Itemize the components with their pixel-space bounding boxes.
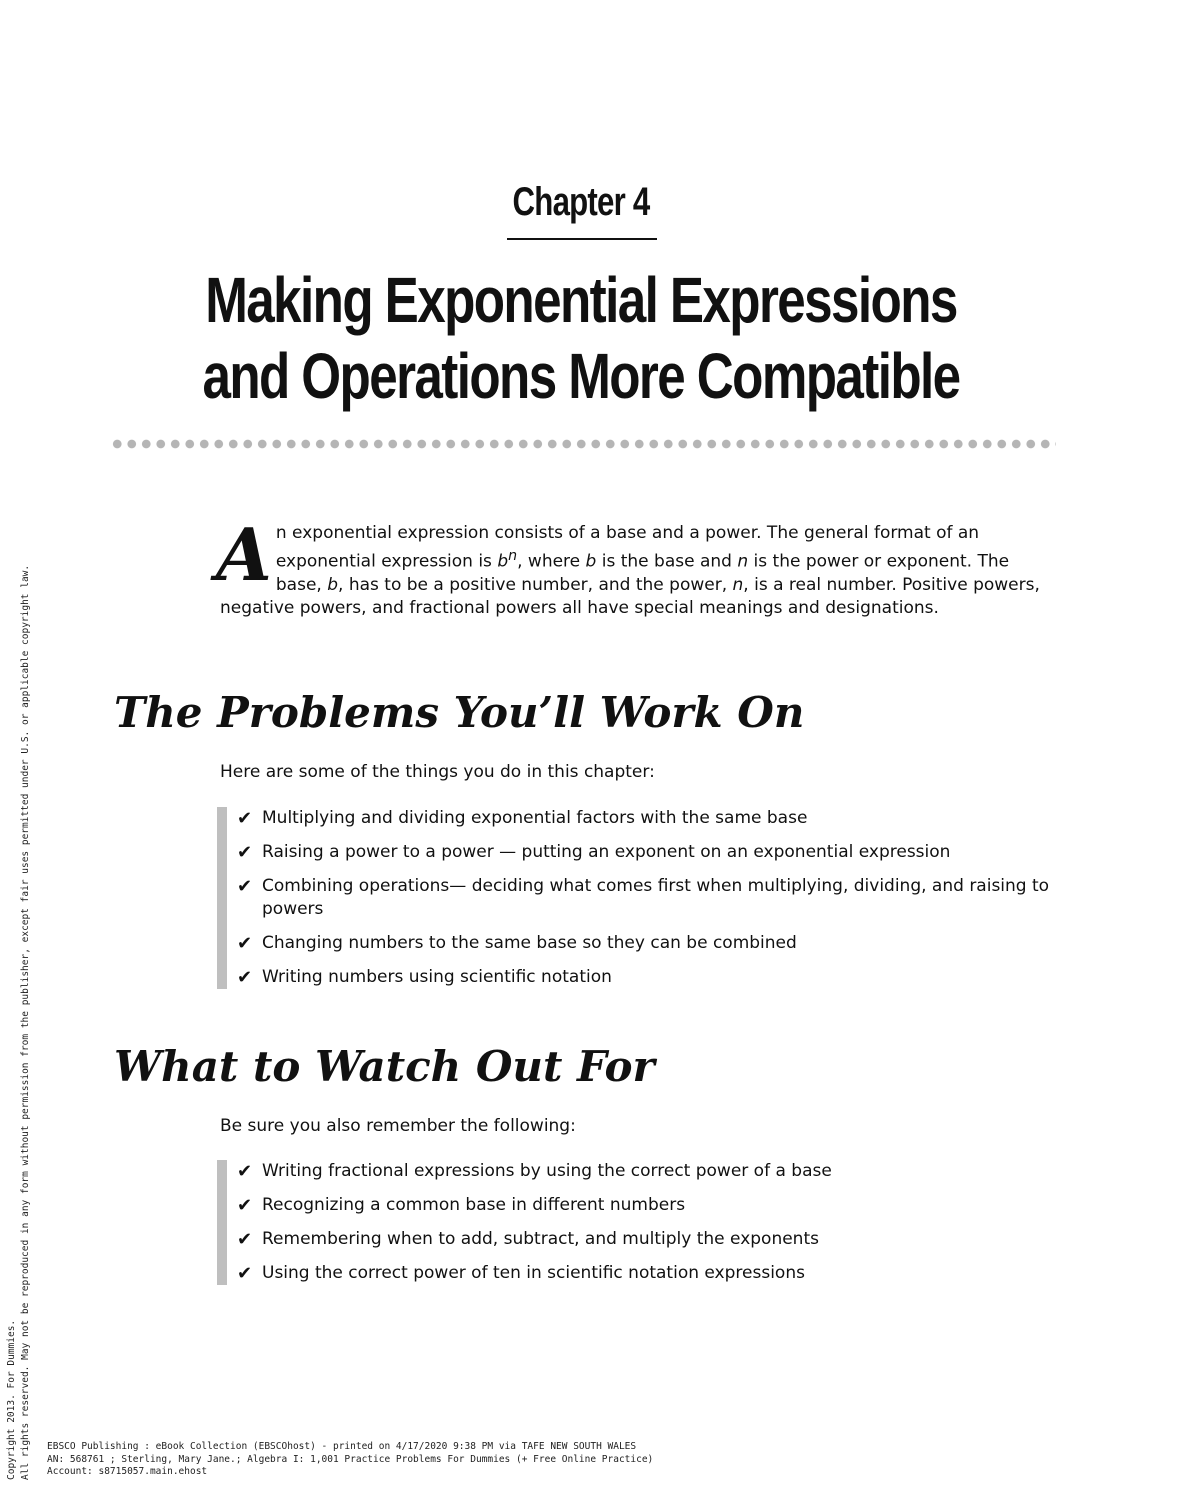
section-heading-problems: The Problems You’ll Work On xyxy=(114,688,805,737)
check-bullet-icon: ✔ xyxy=(237,808,253,829)
list-item: ✔ Writing fractional expressions by using the correct power of a base xyxy=(237,1161,832,1182)
list-item: ✔ Remembering when to add, subtract, and multiply the exponents xyxy=(237,1229,819,1250)
chapter-underline xyxy=(507,238,657,240)
footer-line-2: AN: 568761 ; Sterling, Mary Jane.; Algebra I: 1,001 Practice Problems For Dummies (+ Free Online Practice) xyxy=(47,1453,654,1465)
check-bullet-icon: ✔ xyxy=(237,1263,253,1284)
intro-text-6: , is a real number. Positive powers, negative powers, and fractional powers all have special meanings and designations. xyxy=(220,574,1040,618)
intro-text-1: n exponential expression consists of a base and a power. The general format of an exponential expression is xyxy=(275,523,980,572)
section-heading-watch-out: What to Watch Out For xyxy=(114,1042,655,1091)
list-item: ✔ Using the correct power of ten in scientific notation expressions xyxy=(237,1263,805,1284)
list-item: ✔ Recognizing a common base in different numbers xyxy=(237,1195,686,1216)
check-bullet-icon: ✔ xyxy=(237,933,253,954)
footer-line-3: Account: s8715057.main.ehost xyxy=(47,1466,208,1477)
check-bullet-icon: ✔ xyxy=(237,1161,253,1182)
footer-line-1: EBSCO Publishing : eBook Collection (EBSCOhost) - printed on 4/17/2020 9:38 PM via TAFE NEW SOUTH WALES xyxy=(47,1441,637,1452)
check-bullet-icon: ✔ xyxy=(237,876,253,897)
check-bullet-icon: ✔ xyxy=(237,1229,253,1250)
list-item: ✔ Raising a power to a power — putting an exponent on an exponential expression xyxy=(237,842,951,863)
intro-text-4: is the power or exponent. The base, xyxy=(275,551,1010,595)
watch-out-list xyxy=(217,1160,1067,1285)
drop-cap: A xyxy=(216,512,272,597)
chapter-label: Chapter 4 xyxy=(512,180,650,224)
section-lead-problems: Here are some of the things you do in this chapter: xyxy=(220,762,655,782)
chapter-title xyxy=(116,262,1046,414)
intro-var-b3: b xyxy=(327,574,339,595)
print-footer xyxy=(47,1441,653,1479)
intro-var-n2: n xyxy=(737,551,749,572)
list-item: ✔ Combining operations— deciding what comes first when multiplying, dividing, and raising to powers xyxy=(237,876,1050,919)
intro-var-n3: n xyxy=(732,574,744,595)
list-item: ✔ Multiplying and dividing exponential factors with the same base xyxy=(237,808,808,829)
intro-var-b2: b xyxy=(585,551,597,572)
intro-text-3: is the base and xyxy=(596,551,738,572)
list-item: ✔ Writing numbers using scientific notation xyxy=(237,967,612,988)
dotted-divider xyxy=(110,438,1056,450)
problems-list xyxy=(217,807,1067,989)
list-item: ✔ Changing numbers to the same base so they can be combined xyxy=(237,933,797,954)
check-bullet-icon: ✔ xyxy=(237,842,253,863)
check-bullet-icon: ✔ xyxy=(237,967,253,988)
check-bullet-icon: ✔ xyxy=(237,1195,253,1216)
intro-var-n-sup: n xyxy=(508,548,518,564)
chapter-title-line-1: Making Exponential Expressions xyxy=(205,264,957,336)
section-lead-watch-out: Be sure you also remember the following: xyxy=(220,1116,576,1136)
intro-paragraph xyxy=(216,512,1048,620)
copyright-side-note: Copyright 2013. For Dummies. All rights reserved. May not be reproduced in any form without permission from the publisher, except fair uses permitted under U.S. or applicable copyright law. xyxy=(6,564,31,1480)
chapter-title-line-2: and Operations More Compatible xyxy=(202,340,960,412)
intro-text-2: , where xyxy=(517,551,586,572)
intro-text-5: , has to be a positive number, and the power, xyxy=(338,574,733,595)
intro-var-b: b xyxy=(497,551,509,572)
